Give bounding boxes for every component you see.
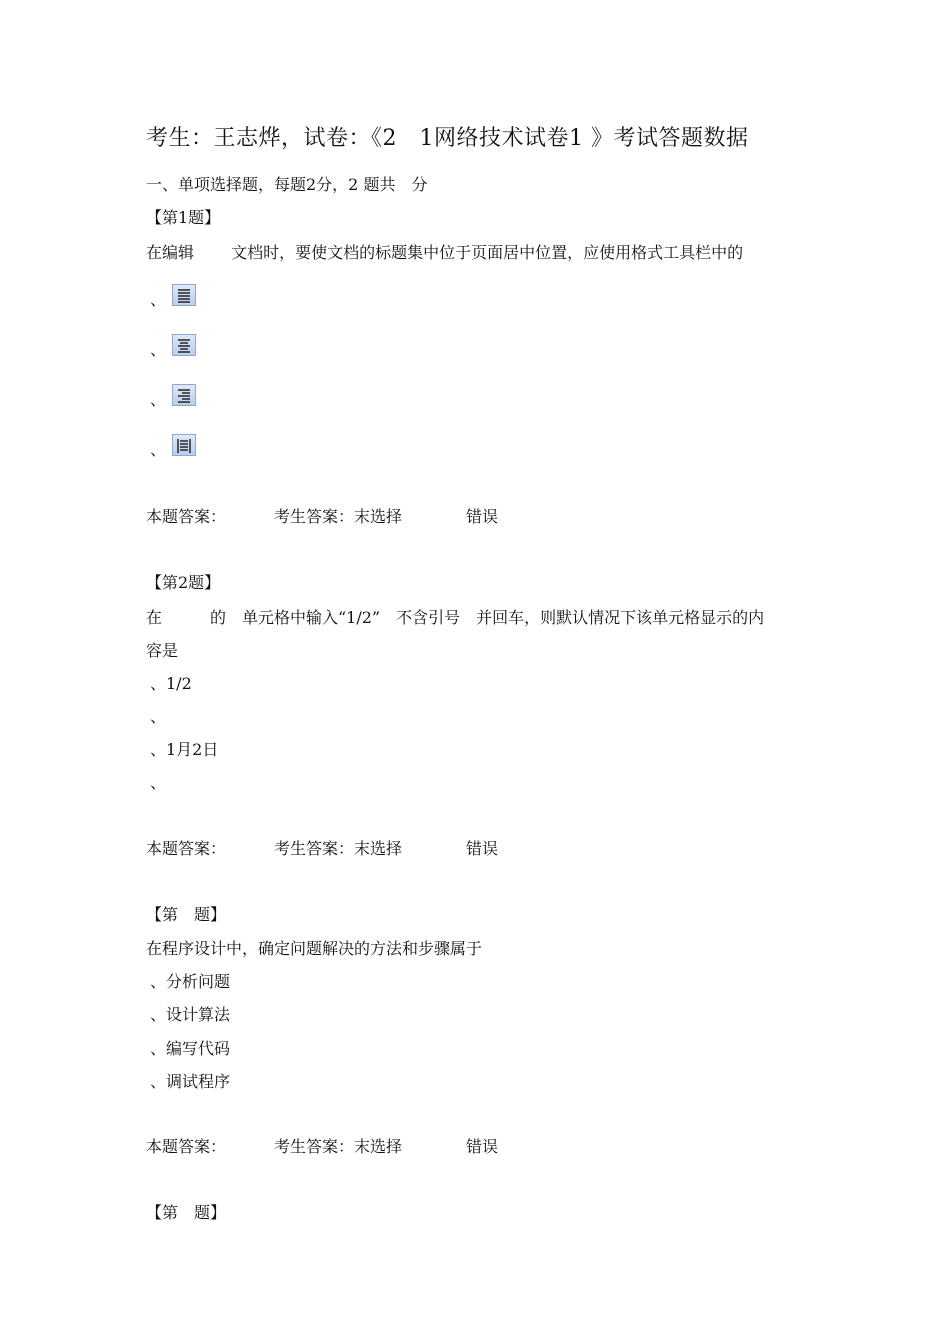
question-1-option-a: 、 <box>150 290 167 309</box>
question-3-result: 错误 <box>466 1137 499 1156</box>
question-3-header: 【第 题】 <box>146 905 227 924</box>
question-2-option-a: 、1/2 <box>150 674 192 693</box>
question-2-answer-label: 本题答案： <box>146 839 227 858</box>
page-title: 考生：王志烨，试卷：《2 1网络技术试卷1 》考试答题数据 <box>146 126 749 151</box>
question-2-stem-line-2: 容是 <box>146 641 179 660</box>
question-1-option-c: 、 <box>150 390 167 409</box>
question-3-answer-label: 本题答案： <box>146 1137 227 1156</box>
question-1-stem: 在编辑 文档时，要使文档的标题集中位于页面居中位置，应使用格式工具栏中的 <box>146 243 744 262</box>
distributed-align-icon <box>172 434 196 456</box>
question-1-header: 【第1题】 <box>146 208 221 227</box>
question-3-stem: 在程序设计中，确定问题解决的方法和步骤属于 <box>146 939 483 958</box>
question-3-student-answer: 考生答案：末选择 <box>274 1137 403 1156</box>
question-2-student-answer: 考生答案：末选择 <box>274 839 403 858</box>
question-2-header: 【第2题】 <box>146 573 221 592</box>
question-1-option-d: 、 <box>150 440 167 459</box>
question-3-option-c: 、编写代码 <box>150 1039 231 1058</box>
question-1-student-answer: 考生答案：末选择 <box>274 507 403 526</box>
question-2-option-d: 、 <box>150 773 167 792</box>
question-2-result: 错误 <box>466 839 499 858</box>
question-1-result: 错误 <box>466 507 499 526</box>
question-2-stem-line-1: 在 的 单元格中输入“1/2” 不含引号 并回车，则默认情况下该单元格显示的内 <box>146 608 765 627</box>
center-align-icon <box>172 334 196 356</box>
right-align-icon <box>172 384 196 406</box>
question-2-option-c: 、1月2日 <box>150 740 219 759</box>
question-1-answer-label: 本题答案： <box>146 507 227 526</box>
question-4-header: 【第 题】 <box>146 1203 227 1222</box>
question-3-option-a: 、分析问题 <box>150 972 231 991</box>
question-1-option-b: 、 <box>150 340 167 359</box>
question-3-option-b: 、设计算法 <box>150 1005 231 1024</box>
justify-align-icon <box>172 284 196 306</box>
question-3-option-d: 、调试程序 <box>150 1072 231 1091</box>
section-heading: 一、单项选择题，每题2分，2 题共 分 <box>146 175 428 194</box>
question-2-option-b: 、 <box>150 707 167 726</box>
